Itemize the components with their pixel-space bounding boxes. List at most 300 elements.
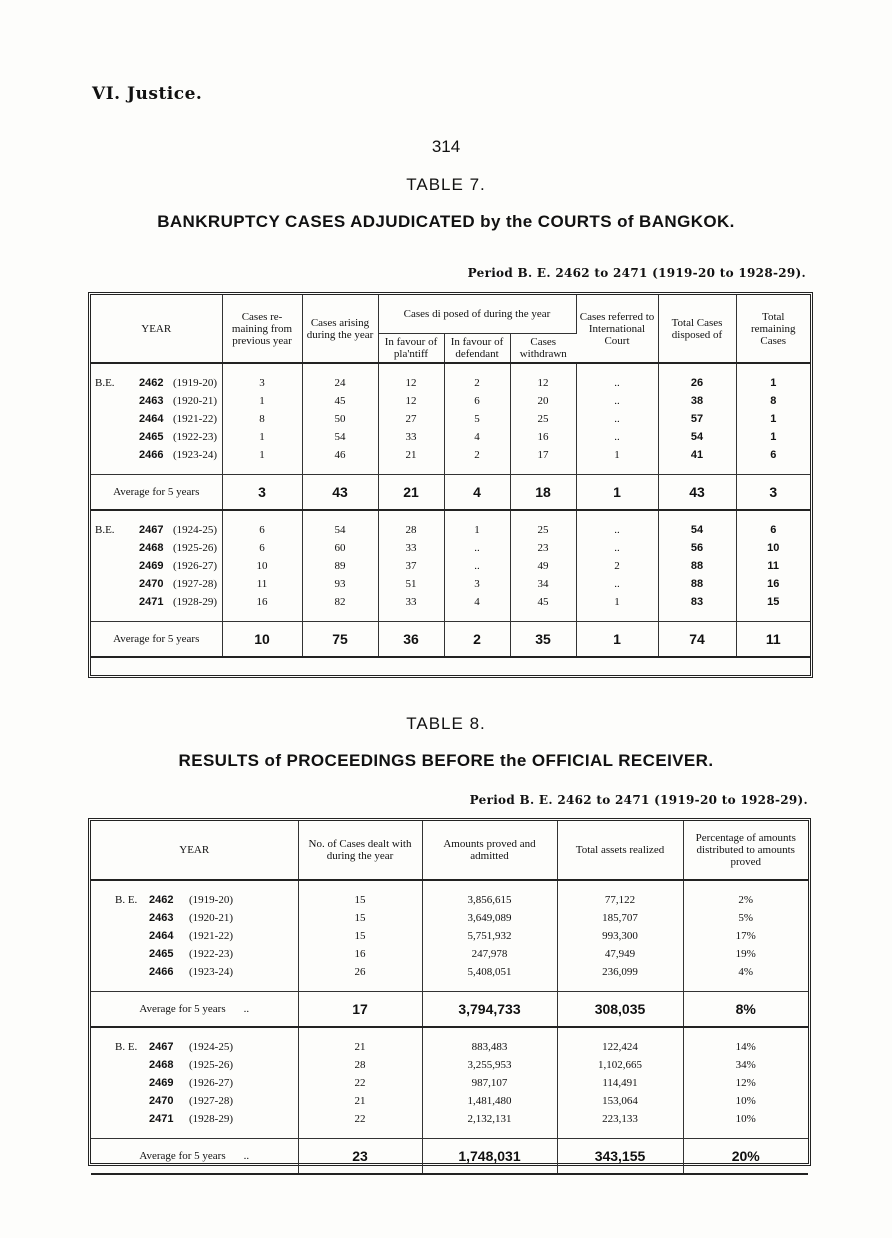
data-cell: 4% xyxy=(738,966,754,978)
spacer-cell xyxy=(658,363,736,374)
spacer-cell xyxy=(91,363,222,374)
data-cell: .. xyxy=(444,539,510,557)
table-row xyxy=(91,521,810,539)
average-label: Average for 5 years xyxy=(113,633,200,645)
spacer-cell xyxy=(683,1128,808,1139)
average-label-cell xyxy=(91,475,222,511)
spacer-cell xyxy=(298,880,422,891)
spacer-cell xyxy=(222,611,302,622)
average-label-cell xyxy=(91,1139,298,1175)
year-cell xyxy=(91,891,298,909)
year-ad: (1925-26) xyxy=(173,542,217,554)
year-ad: (1921-22) xyxy=(189,930,233,942)
average-label: Average for 5 years xyxy=(139,1150,226,1162)
table-row xyxy=(91,1110,808,1128)
year-number: 2471 xyxy=(149,1113,174,1125)
average-cell: 21 xyxy=(378,475,444,511)
average-cell: 36 xyxy=(378,622,444,658)
data-cell: 4 xyxy=(444,593,510,611)
data-cell: 2 xyxy=(444,446,510,464)
year-number: 2465 xyxy=(139,431,164,443)
year-number: 2471 xyxy=(139,596,164,608)
spacer-row xyxy=(91,363,810,374)
data-cell: 54 xyxy=(302,521,378,539)
data-cell: 19% xyxy=(735,948,756,960)
spacer-cell xyxy=(683,1027,808,1038)
data-cell: 56 xyxy=(658,539,736,557)
average-cell: 4 xyxy=(444,475,510,511)
data-cell: 883,483 xyxy=(422,1038,557,1056)
table-row xyxy=(91,1092,808,1110)
data-cell: 3,255,953 xyxy=(422,1056,557,1074)
data-cell: 47,949 xyxy=(557,945,683,963)
data-cell: 11 xyxy=(222,575,302,593)
average-label: Average for 5 years xyxy=(113,486,200,498)
year-cell xyxy=(91,1038,298,1056)
data-cell: 5 xyxy=(444,410,510,428)
data-cell: 12% xyxy=(735,1077,756,1089)
spacer-cell xyxy=(683,981,808,992)
table8-period: Period B. E. 2462 to 2471 (1919-20 to 1928-29). xyxy=(469,793,808,807)
data-cell: 15 xyxy=(298,927,422,945)
year-number: 2467 xyxy=(139,524,164,536)
data-cell: 14% xyxy=(735,1041,756,1053)
year-ad: (1924-25) xyxy=(173,524,217,536)
col-header-referred: Cases referred to International Court xyxy=(576,295,658,363)
data-cell: 6 xyxy=(770,449,777,461)
spacer-row xyxy=(91,611,810,622)
data-cell: 10 xyxy=(767,542,780,554)
data-cell: 8 xyxy=(222,410,302,428)
year-ad: (1926-27) xyxy=(189,1077,233,1089)
average-cell: 43 xyxy=(658,475,736,511)
spacer-cell xyxy=(91,981,298,992)
data-cell: 16 xyxy=(510,428,576,446)
data-cell: 16 xyxy=(222,593,302,611)
data-cell: 22 xyxy=(298,1074,422,1092)
year-ad: (1923-24) xyxy=(189,966,233,978)
average-cell: 3 xyxy=(736,475,810,511)
table7-label: TABLE 7. xyxy=(406,175,486,194)
data-cell: 20 xyxy=(510,392,576,410)
year-number: 2462 xyxy=(139,377,164,389)
year-era: B.E. xyxy=(95,377,115,389)
data-cell: 23 xyxy=(510,539,576,557)
spacer-cell xyxy=(658,464,736,475)
data-cell: 51 xyxy=(378,575,444,593)
data-cell: 33 xyxy=(378,593,444,611)
col-header-year: YEAR xyxy=(91,295,222,363)
spacer-cell xyxy=(658,611,736,622)
data-cell: .. xyxy=(576,575,658,593)
data-cell: 38 xyxy=(658,392,736,410)
data-cell: 25 xyxy=(510,410,576,428)
average-label: Average for 5 years xyxy=(139,1003,226,1015)
data-cell: 3 xyxy=(222,374,302,392)
data-cell: 6 xyxy=(444,392,510,410)
table-row xyxy=(91,909,808,927)
table-row xyxy=(91,891,808,909)
year-cell xyxy=(91,927,298,945)
spacer-cell xyxy=(91,464,222,475)
data-cell: 993,300 xyxy=(557,927,683,945)
data-cell: 17 xyxy=(510,446,576,464)
year-number: 2465 xyxy=(149,948,174,960)
table-row xyxy=(91,539,810,557)
data-cell: 33 xyxy=(378,539,444,557)
data-cell: .. xyxy=(576,410,658,428)
spacer-cell xyxy=(576,363,658,374)
table-row xyxy=(91,557,810,575)
year-number: 2462 xyxy=(149,894,174,906)
data-cell: 49 xyxy=(510,557,576,575)
average-cell: 43 xyxy=(302,475,378,511)
spacer-row xyxy=(91,1027,808,1038)
data-cell: 12 xyxy=(378,392,444,410)
average-label-cell xyxy=(91,622,222,658)
table-row xyxy=(91,392,810,410)
average-cell: 308,035 xyxy=(557,992,683,1028)
spacer-cell xyxy=(222,464,302,475)
spacer-cell xyxy=(91,1027,298,1038)
data-cell: .. xyxy=(576,392,658,410)
spacer-cell xyxy=(298,1128,422,1139)
col-header-percentage: Percentage of amounts distributed to amounts proved xyxy=(683,821,808,880)
data-cell: .. xyxy=(576,539,658,557)
table7-frame xyxy=(88,292,813,678)
table8-title: RESULTS of PROCEEDINGS BEFORE the OFFICIAL RECEIVER. xyxy=(178,751,714,770)
average-cell: 35 xyxy=(510,622,576,658)
year-number: 2470 xyxy=(139,578,164,590)
average-cell: 23 xyxy=(298,1139,422,1175)
average-cell: 8% xyxy=(683,992,808,1028)
data-cell: 1 xyxy=(576,593,658,611)
data-cell: 10% xyxy=(735,1095,756,1107)
col-header-proved: Amounts proved and admitted xyxy=(422,821,557,880)
data-cell: 3 xyxy=(444,575,510,593)
year-ad: (1926-27) xyxy=(173,560,217,572)
data-cell: 54 xyxy=(658,521,736,539)
col-header-plaintiff: In favour of pla'ntiff xyxy=(378,334,444,364)
spacer-cell xyxy=(302,464,378,475)
data-cell: 2% xyxy=(738,894,754,906)
year-cell xyxy=(91,557,222,575)
page-number: 314 xyxy=(431,137,461,156)
data-cell: 46 xyxy=(302,446,378,464)
col-header-defendant: In favour of defendant xyxy=(444,334,510,364)
data-cell: 122,424 xyxy=(557,1038,683,1056)
data-cell: 33 xyxy=(378,428,444,446)
data-cell: .. xyxy=(576,521,658,539)
year-ad: (1924-25) xyxy=(189,1041,233,1053)
average-label-cell xyxy=(91,992,298,1028)
year-ad: (1925-26) xyxy=(189,1059,233,1071)
data-cell: 12 xyxy=(378,374,444,392)
spacer-cell xyxy=(444,363,510,374)
table7-period: Period B. E. 2462 to 2471 (1919-20 to 1928-29). xyxy=(467,266,806,280)
table8-label: TABLE 8. xyxy=(406,714,486,733)
spacer-cell xyxy=(302,363,378,374)
average-cell: 17 xyxy=(298,992,422,1028)
data-cell: 37 xyxy=(378,557,444,575)
spacer-cell xyxy=(510,510,576,521)
year-cell xyxy=(91,593,222,611)
table-row xyxy=(91,446,810,464)
data-cell: 1 xyxy=(576,446,658,464)
year-ad: (1923-24) xyxy=(173,449,217,461)
spacer-cell xyxy=(378,464,444,475)
data-cell: 2 xyxy=(576,557,658,575)
data-cell: 45 xyxy=(510,593,576,611)
table-row xyxy=(91,374,810,392)
year-number: 2463 xyxy=(139,395,164,407)
spacer-cell xyxy=(91,1128,298,1139)
average-cell: 3,794,733 xyxy=(422,992,557,1028)
average-dots: .. xyxy=(243,1003,250,1015)
spacer-cell xyxy=(576,510,658,521)
spacer-row xyxy=(91,510,810,521)
data-cell: 57 xyxy=(658,410,736,428)
year-ad: (1927-28) xyxy=(189,1095,233,1107)
year-era: B.E. xyxy=(95,524,115,536)
spacer-cell xyxy=(557,1027,683,1038)
year-number: 2468 xyxy=(149,1059,174,1071)
data-cell: 1 xyxy=(770,431,777,443)
spacer-cell xyxy=(422,981,557,992)
table7-title: BANKRUPTCY CASES ADJUDICATED by the COURTS of BANGKOK. xyxy=(157,212,735,231)
data-cell: 247,978 xyxy=(422,945,557,963)
data-cell: 93 xyxy=(302,575,378,593)
table-row xyxy=(91,575,810,593)
year-ad: (1922-23) xyxy=(173,431,217,443)
average-row xyxy=(91,992,808,1028)
year-cell xyxy=(91,1110,298,1128)
data-cell: 5,408,051 xyxy=(422,963,557,981)
year-cell xyxy=(91,575,222,593)
data-cell: 5,751,932 xyxy=(422,927,557,945)
data-cell: 1,102,665 xyxy=(557,1056,683,1074)
spacer-cell xyxy=(510,611,576,622)
data-cell: 114,491 xyxy=(557,1074,683,1092)
table-row xyxy=(91,593,810,611)
data-cell: 8 xyxy=(770,395,777,407)
year-number: 2466 xyxy=(139,449,164,461)
spacer-cell xyxy=(91,510,222,521)
data-cell: 1 xyxy=(444,521,510,539)
spacer-cell xyxy=(557,981,683,992)
year-cell xyxy=(91,1056,298,1074)
data-cell: 3,856,615 xyxy=(422,891,557,909)
table-row xyxy=(91,1074,808,1092)
average-cell: 11 xyxy=(736,622,810,658)
data-cell: .. xyxy=(576,374,658,392)
spacer-cell xyxy=(91,880,298,891)
year-cell xyxy=(91,945,298,963)
spacer-cell xyxy=(510,363,576,374)
spacer-cell xyxy=(736,464,810,475)
year-ad: (1919-20) xyxy=(189,894,233,906)
year-cell xyxy=(91,539,222,557)
year-cell xyxy=(91,374,222,392)
year-number: 2469 xyxy=(149,1077,174,1089)
spacer-cell xyxy=(557,1128,683,1139)
year-ad: (1919-20) xyxy=(173,377,217,389)
average-dots: .. xyxy=(243,1150,250,1162)
data-cell: 54 xyxy=(302,428,378,446)
table8-body xyxy=(91,880,808,1174)
spacer-cell xyxy=(444,510,510,521)
year-number: 2467 xyxy=(149,1041,174,1053)
data-cell: 60 xyxy=(302,539,378,557)
year-cell xyxy=(91,410,222,428)
table-row xyxy=(91,945,808,963)
spacer-cell xyxy=(576,611,658,622)
col-header-total-disposed: Total Cases disposed of xyxy=(658,295,736,363)
average-row xyxy=(91,475,810,511)
spacer-cell xyxy=(302,611,378,622)
spacer-cell xyxy=(736,611,810,622)
data-cell: 45 xyxy=(302,392,378,410)
table7 xyxy=(91,295,810,658)
year-ad: (1921-22) xyxy=(173,413,217,425)
data-cell: 15 xyxy=(767,596,780,608)
data-cell: 185,707 xyxy=(557,909,683,927)
data-cell: 17% xyxy=(735,930,756,942)
data-cell: 6 xyxy=(770,524,777,536)
col-header-disposed-group: Cases di posed of during the year xyxy=(378,295,576,334)
spacer-cell xyxy=(91,611,222,622)
col-header-total-remaining: Total remaining Cases xyxy=(736,295,810,363)
spacer-cell xyxy=(378,611,444,622)
year-cell xyxy=(91,428,222,446)
data-cell: 1 xyxy=(222,392,302,410)
year-ad: (1920-21) xyxy=(173,395,217,407)
data-cell: 1,481,480 xyxy=(422,1092,557,1110)
average-cell: 3 xyxy=(222,475,302,511)
spacer-cell xyxy=(736,363,810,374)
data-cell: 1 xyxy=(222,428,302,446)
spacer-row xyxy=(91,880,808,891)
spacer-cell xyxy=(378,363,444,374)
data-cell: 21 xyxy=(298,1038,422,1056)
data-cell: 15 xyxy=(298,909,422,927)
data-cell: 89 xyxy=(302,557,378,575)
spacer-cell xyxy=(736,510,810,521)
data-cell: 11 xyxy=(767,560,780,572)
year-cell xyxy=(91,963,298,981)
data-cell: 88 xyxy=(658,575,736,593)
spacer-row xyxy=(91,1128,808,1139)
table-row xyxy=(91,410,810,428)
year-number: 2463 xyxy=(149,912,174,924)
data-cell: 1 xyxy=(770,377,777,389)
table8-frame xyxy=(88,818,811,1166)
year-ad: (1928-29) xyxy=(189,1113,233,1125)
data-cell: 22 xyxy=(298,1110,422,1128)
data-cell: 34 xyxy=(510,575,576,593)
average-cell: 20% xyxy=(683,1139,808,1175)
year-ad: (1927-28) xyxy=(173,578,217,590)
data-cell: 50 xyxy=(302,410,378,428)
year-number: 2470 xyxy=(149,1095,174,1107)
spacer-cell xyxy=(422,1128,557,1139)
col-header-remaining-prev: Cases re-maining from previous year xyxy=(222,295,302,363)
year-ad: (1920-21) xyxy=(189,912,233,924)
data-cell: 15 xyxy=(298,891,422,909)
year-cell xyxy=(91,1092,298,1110)
average-cell: 1 xyxy=(576,622,658,658)
table7-body xyxy=(91,363,810,657)
data-cell: 6 xyxy=(222,521,302,539)
average-cell: 1 xyxy=(576,475,658,511)
year-number: 2464 xyxy=(149,930,174,942)
data-cell: 41 xyxy=(658,446,736,464)
table-row xyxy=(91,428,810,446)
year-number: 2468 xyxy=(139,542,164,554)
table-row xyxy=(91,927,808,945)
average-cell: 10 xyxy=(222,622,302,658)
average-cell: 2 xyxy=(444,622,510,658)
data-cell: 26 xyxy=(298,963,422,981)
spacer-cell xyxy=(378,510,444,521)
data-cell: 28 xyxy=(378,521,444,539)
data-cell: .. xyxy=(444,557,510,575)
table8 xyxy=(91,821,808,1175)
average-cell: 1,748,031 xyxy=(422,1139,557,1175)
data-cell: 12 xyxy=(510,374,576,392)
spacer-cell xyxy=(298,1027,422,1038)
data-cell: 5% xyxy=(738,912,754,924)
data-cell: 83 xyxy=(658,593,736,611)
year-era: B. E. xyxy=(115,1041,138,1053)
data-cell: 3,649,089 xyxy=(422,909,557,927)
data-cell: 1 xyxy=(222,446,302,464)
data-cell: 16 xyxy=(298,945,422,963)
data-cell: 77,122 xyxy=(557,891,683,909)
data-cell: 4 xyxy=(444,428,510,446)
year-cell xyxy=(91,446,222,464)
table-row xyxy=(91,963,808,981)
data-cell: 28 xyxy=(298,1056,422,1074)
data-cell: 10% xyxy=(735,1113,756,1125)
year-cell xyxy=(91,521,222,539)
year-number: 2464 xyxy=(139,413,164,425)
spacer-cell xyxy=(298,981,422,992)
data-cell: 21 xyxy=(378,446,444,464)
spacer-cell xyxy=(576,464,658,475)
data-cell: 153,064 xyxy=(557,1092,683,1110)
data-cell: 236,099 xyxy=(557,963,683,981)
spacer-cell xyxy=(444,611,510,622)
data-cell: 26 xyxy=(658,374,736,392)
spacer-cell xyxy=(658,510,736,521)
table-row xyxy=(91,1038,808,1056)
col-header-year: YEAR xyxy=(91,821,298,880)
data-cell: 16 xyxy=(767,578,780,590)
data-cell: 25 xyxy=(510,521,576,539)
year-number: 2469 xyxy=(139,560,164,572)
year-era: B. E. xyxy=(115,894,138,906)
data-cell: 1 xyxy=(770,413,777,425)
data-cell: 21 xyxy=(298,1092,422,1110)
year-ad: (1922-23) xyxy=(189,948,233,960)
spacer-cell xyxy=(422,1027,557,1038)
average-cell: 343,155 xyxy=(557,1139,683,1175)
spacer-row xyxy=(91,981,808,992)
spacer-cell xyxy=(222,510,302,521)
year-number: 2466 xyxy=(149,966,174,978)
data-cell: 34% xyxy=(735,1059,756,1071)
